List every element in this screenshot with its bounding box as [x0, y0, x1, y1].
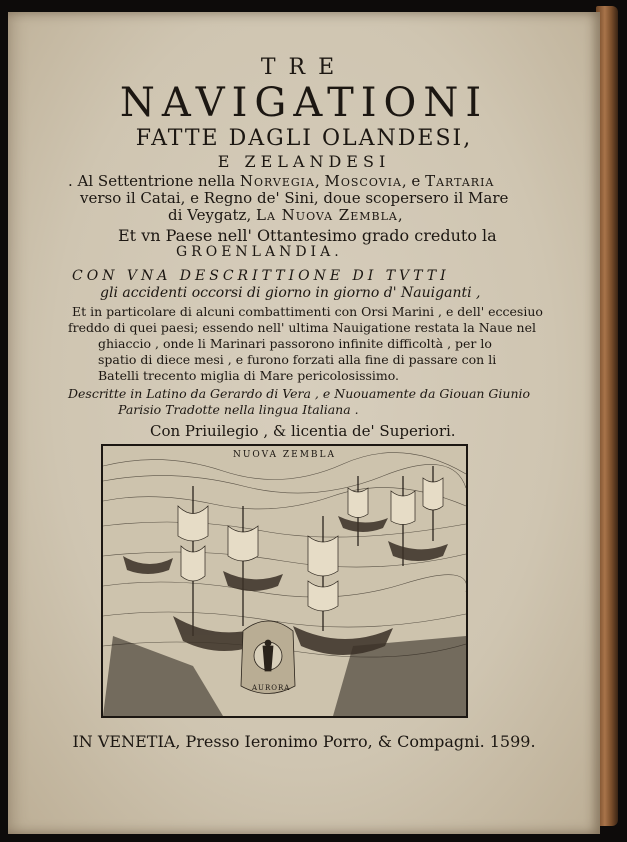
- subject-line-6: spatio di diece mesi , e furono forzati alla fine di passare con li: [98, 352, 497, 367]
- description-line-4: Et vn Paese nell' Ottantesimo grado creduto la: [118, 226, 497, 245]
- subject-line-3: Et in particolare di alcuni combattimenti con Orsi Marini , e dell' eccesiuo: [72, 304, 543, 319]
- illustration-plate: [101, 444, 468, 718]
- cartouche-label: AURORA: [252, 684, 291, 692]
- privilege: Con Priuilegio , & licentia de' Superiori.: [150, 422, 456, 440]
- authors-line-1: Descritte in Latino da Gerardo di Vera , e Nuouamente da Giouan Giunio: [68, 386, 531, 401]
- subject-line-2: gli accidenti occorsi di giorno in giorno d' Nauiganti ,: [100, 285, 481, 301]
- title-tre: TRE: [260, 55, 348, 80]
- authors-line-2: Parisio Tradotte nella lingua Italiana .: [118, 402, 359, 417]
- imprint: IN VENETIA, Presso Ieronimo Porro, & Compagni. 1599.: [72, 732, 536, 751]
- description-line-2: verso il Catai, e Regno de' Sini, doue scopersero il Mare: [80, 189, 509, 207]
- subject-heading: CON VNA DESCRITTIONE DI TVTTI: [72, 268, 450, 284]
- title-zelandesi: E ZELANDESI: [217, 152, 391, 171]
- title-page: [8, 12, 600, 834]
- description-line-3: di Veygatz, La Nuova Zembla,: [168, 206, 403, 224]
- title-fatte: FATTE DAGLI OLANDESI,: [135, 126, 473, 151]
- description-groenlandia: GROENLANDIA.: [176, 244, 343, 260]
- description-line-1: . Al Settentrione nella Norvegia, Moscovia, e Tartaria: [68, 172, 495, 190]
- illustration-caption: NUOVA ZEMBLA: [232, 450, 337, 460]
- ships-engraving: [103, 446, 466, 716]
- subject-line-5: ghiaccio , onde li Marinari passorono infinite difficoltà , per lo: [98, 336, 492, 351]
- title-navigationi: NAVIGATIONI: [119, 80, 489, 126]
- subject-line-4: freddo di quei paesi; essendo nell' ultima Nauigatione restata la Naue nel: [68, 320, 536, 335]
- subject-line-7: Batelli trecento miglia di Mare pericolosissimo.: [98, 368, 400, 383]
